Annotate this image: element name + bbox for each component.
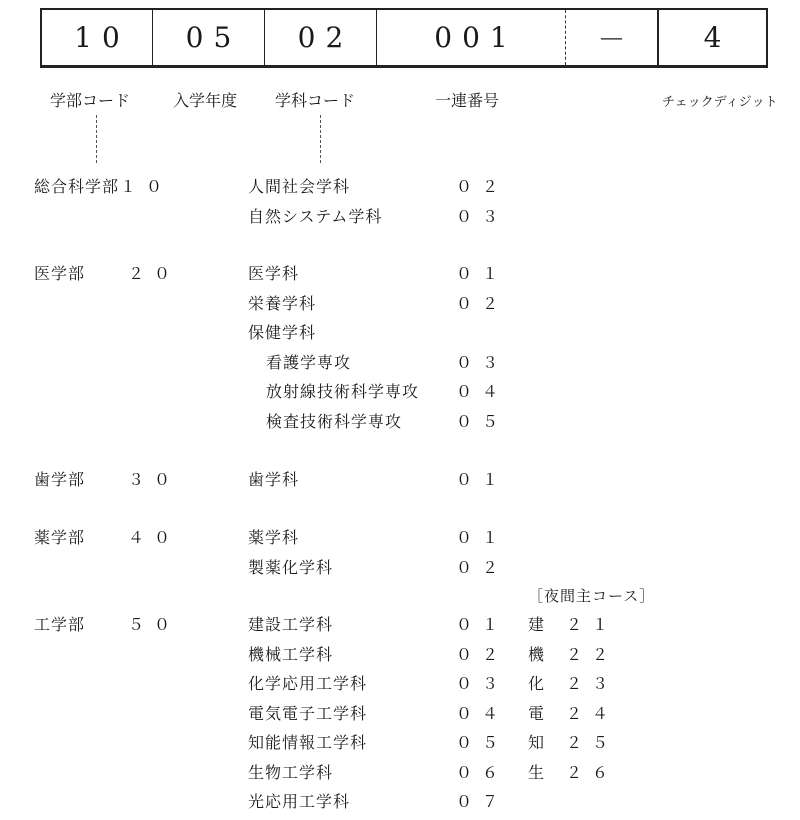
dept-name: 知能情報工学科: [248, 733, 368, 752]
night-course-abbr: 知: [528, 733, 546, 752]
dept-code: ０３: [456, 674, 509, 693]
dept-code: ０４: [456, 382, 509, 401]
faculty-code: ４０: [128, 528, 181, 547]
dept-name: 人間社会学科: [248, 177, 351, 196]
faculty-code: １０: [120, 177, 173, 196]
dept-code: ０３: [456, 352, 509, 372]
dept-name: 検査技術科学専攻: [266, 411, 403, 431]
dept-name: 建設工学科: [248, 615, 334, 634]
dept-guide-line: [320, 115, 321, 163]
dept-code: ０１: [456, 615, 509, 634]
dept-name: 製薬化学科: [248, 557, 334, 577]
check-digit-cell: 4: [658, 10, 766, 65]
dept-name: 医学科: [248, 264, 300, 283]
dept-name: 機械工学科: [248, 644, 334, 664]
hyphen-cell: －: [565, 10, 658, 65]
dept-code: ０１: [456, 528, 509, 547]
faculty-name: 総合科学部: [34, 177, 120, 196]
dept-name: 歯学科: [248, 470, 300, 489]
dept-code: ０２: [456, 557, 509, 577]
faculty-name: 歯学部: [34, 470, 86, 489]
dept-name: 看護学専攻: [266, 352, 352, 372]
dept-name: 自然システム学科: [248, 206, 383, 226]
dept-code: ０１: [456, 470, 509, 489]
dept-code: ０５: [456, 733, 509, 752]
faculty-code: ５０: [128, 615, 181, 634]
enroll-year-label: 入学年度: [173, 91, 238, 110]
enroll-year-cell: 05: [153, 10, 265, 65]
faculty-name: 薬学部: [34, 528, 86, 547]
night-course-abbr: 電: [528, 703, 546, 723]
dept-name: 保健学科: [248, 323, 317, 342]
night-course-abbr: 機: [528, 644, 546, 664]
dept-code: ０１: [456, 264, 509, 283]
faculty-guide-line: [96, 115, 97, 163]
dept-code: ０６: [456, 762, 509, 782]
night-course-code: ２６: [566, 762, 619, 782]
serial-number-cell: 001: [434, 21, 518, 54]
dept-code: ０２: [456, 177, 509, 196]
dept-code: ０３: [456, 206, 509, 226]
night-course-code: ２３: [566, 674, 619, 693]
dept-code: ０２: [456, 293, 509, 313]
night-course-code: ２２: [566, 644, 619, 664]
dept-code: ０７: [456, 792, 509, 811]
night-course-abbr: 生: [528, 762, 546, 782]
faculty-code-label: 学部コード: [50, 91, 131, 110]
serial-number-label: 一連番号: [435, 91, 500, 110]
faculty-code: ２０: [128, 264, 181, 283]
dept-name: 薬学科: [248, 528, 300, 547]
night-course-code: ２５: [566, 733, 619, 752]
dept-code: ０４: [456, 703, 509, 723]
night-course-code: ２１: [566, 615, 619, 634]
dept-code: ０５: [456, 411, 509, 431]
dept-name: 電気電子工学科: [248, 703, 368, 723]
faculty-name: 医学部: [34, 264, 86, 283]
dept-name: 化学応用工学科: [248, 674, 368, 693]
dept-name: 栄養学科: [248, 293, 317, 313]
night-course-code: ２４: [566, 703, 619, 723]
student-id-code-box: [40, 8, 768, 68]
dept-name: 生物工学科: [248, 762, 334, 782]
night-course-abbr: 建: [528, 615, 546, 634]
check-digit-label: チェックディジット: [662, 95, 778, 110]
faculty-code: ３０: [128, 470, 181, 489]
dept-code-cell: 02: [265, 10, 377, 65]
dept-code: ０２: [456, 644, 509, 664]
dept-code-label: 学科コード: [275, 91, 356, 110]
night-course-header: ［夜間主コース］: [528, 587, 656, 605]
dept-name: 放射線技術科学専攻: [266, 382, 420, 401]
faculty-name: 工学部: [34, 615, 86, 634]
dept-name: 光応用工学科: [248, 792, 351, 811]
faculty-code-cell: 10: [42, 10, 153, 65]
night-course-abbr: 化: [528, 674, 546, 693]
